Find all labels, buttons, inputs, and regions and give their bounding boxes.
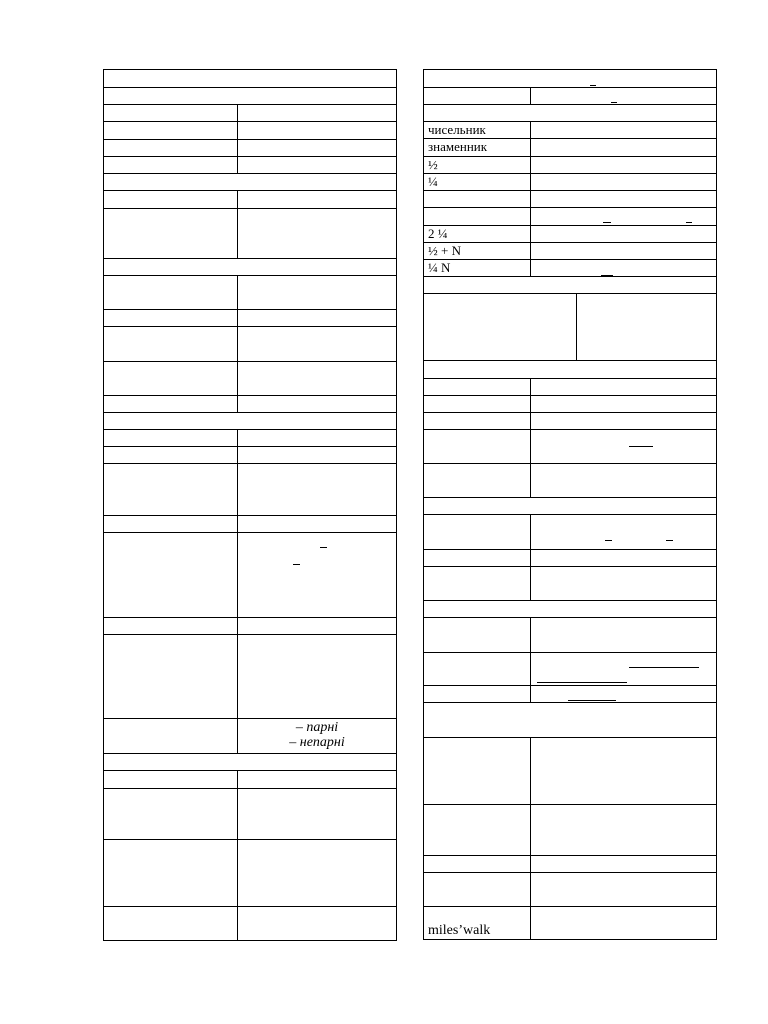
table-row <box>424 243 717 260</box>
term-cell <box>104 430 238 447</box>
term-cell <box>104 533 238 618</box>
section-header-cell <box>424 601 717 618</box>
term-cell <box>424 618 531 653</box>
definition-cell <box>531 618 717 653</box>
term-half: ½ <box>424 157 531 174</box>
definition-cell <box>238 464 397 516</box>
definition-cell <box>531 396 717 413</box>
table-row <box>424 601 717 618</box>
table-row <box>424 430 717 464</box>
term-cell <box>104 771 238 789</box>
table-row <box>104 174 397 191</box>
underline-mark <box>629 667 699 668</box>
section-header-cell <box>424 498 717 515</box>
table-row <box>424 550 717 567</box>
section-header-cell <box>424 361 717 379</box>
term-denominator: знаменник <box>424 139 531 157</box>
term-cell <box>424 515 531 550</box>
term-cell <box>104 907 238 941</box>
table-row <box>104 533 397 618</box>
parity-odd-label: – непарні <box>289 735 345 750</box>
table-row <box>424 653 717 686</box>
definition-cell <box>531 226 717 243</box>
table-row <box>104 413 397 430</box>
definition-cell <box>531 191 717 208</box>
definition-cell <box>238 719 397 754</box>
term-cell <box>104 840 238 907</box>
table-row <box>424 413 717 430</box>
table-row <box>424 464 717 498</box>
table-row <box>424 515 717 550</box>
table-row <box>104 907 397 941</box>
table-row <box>104 516 397 533</box>
table-row <box>424 618 717 653</box>
definition-cell <box>531 550 717 567</box>
definition-cell <box>238 140 397 157</box>
term-cell <box>104 789 238 840</box>
section-header-cell <box>104 174 397 191</box>
table-row <box>424 396 717 413</box>
table-row <box>424 805 717 856</box>
term-cell <box>424 873 531 907</box>
definition-cell <box>238 907 397 941</box>
parity-even-label: – парні <box>295 720 339 735</box>
table-row <box>424 122 717 139</box>
fraction-bar <box>603 222 611 223</box>
definition-cell <box>531 430 717 464</box>
table-row <box>424 226 717 243</box>
term-cell <box>424 738 531 805</box>
term-cell <box>424 430 531 464</box>
table-row <box>104 70 397 88</box>
table-row <box>424 738 717 805</box>
term-cell <box>104 209 238 259</box>
term-cell <box>104 396 238 413</box>
table-row <box>104 276 397 310</box>
definition-cell <box>238 191 397 209</box>
definition-cell <box>531 653 717 686</box>
definition-cell <box>238 396 397 413</box>
section-header-cell <box>104 413 397 430</box>
fraction-bar <box>605 540 612 541</box>
fraction-bar <box>666 540 673 541</box>
table-row <box>424 294 717 361</box>
underline-mark <box>568 700 616 701</box>
term-cell <box>424 805 531 856</box>
term-cell <box>424 191 531 208</box>
definition-cell <box>238 533 397 618</box>
definition-cell <box>238 447 397 464</box>
term-quarter-n: ¼ N <box>424 260 531 277</box>
table-row <box>104 396 397 413</box>
table-row <box>424 498 717 515</box>
table-row <box>104 754 397 771</box>
term-cell <box>104 191 238 209</box>
table-row <box>104 88 397 105</box>
definition-cell <box>531 873 717 907</box>
definition-cell <box>238 327 397 362</box>
underline-mark <box>590 85 596 86</box>
table-row <box>424 174 717 191</box>
table-row <box>424 703 717 738</box>
term-cell <box>424 396 531 413</box>
term-cell <box>424 550 531 567</box>
table-row <box>424 70 717 88</box>
table-row <box>104 618 397 635</box>
table-row <box>424 88 717 105</box>
term-cell <box>104 140 238 157</box>
fraction-bar <box>629 446 653 447</box>
table-row <box>104 327 397 362</box>
table-row <box>424 873 717 907</box>
table-row <box>104 209 397 259</box>
term-two-and-quarter: 2 ¼ <box>424 226 531 243</box>
definition-cell <box>238 635 397 719</box>
section-header-cell <box>104 259 397 276</box>
table-row <box>104 430 397 447</box>
definition-cell <box>238 618 397 635</box>
table-row <box>104 105 397 122</box>
term-cell <box>424 88 531 105</box>
section-header-cell <box>424 105 717 122</box>
table-row <box>104 122 397 140</box>
term-miles-walk: miles’walk <box>428 923 491 938</box>
definition-cell <box>531 464 717 498</box>
definition-cell <box>577 294 717 361</box>
table-row <box>424 907 717 940</box>
term-cell <box>104 447 238 464</box>
table-row <box>424 260 717 277</box>
term-cell <box>104 310 238 327</box>
term-cell <box>104 464 238 516</box>
table-row <box>424 208 717 226</box>
table-row <box>104 789 397 840</box>
definition-cell <box>238 122 397 140</box>
term-cell <box>104 719 238 754</box>
table-row <box>104 157 397 174</box>
term-half-plus-n: ½ + N <box>424 243 531 260</box>
definition-cell <box>238 157 397 174</box>
definition-cell <box>531 515 717 550</box>
definition-cell <box>531 122 717 139</box>
table-row <box>104 310 397 327</box>
definition-cell <box>238 105 397 122</box>
term-cell <box>424 653 531 686</box>
definition-cell <box>238 430 397 447</box>
definition-cell <box>531 208 717 226</box>
table-row <box>424 191 717 208</box>
term-quarter: ¼ <box>424 174 531 191</box>
definition-cell <box>531 413 717 430</box>
table-row <box>424 105 717 122</box>
definition-cell <box>531 738 717 805</box>
fraction-bar <box>293 564 300 565</box>
right-vocabulary-table <box>423 69 717 940</box>
underline-mark <box>611 102 617 103</box>
term-cell <box>424 208 531 226</box>
section-header-cell <box>104 754 397 771</box>
definition-cell <box>238 840 397 907</box>
term-cell <box>104 122 238 140</box>
definition-cell <box>531 260 717 277</box>
term-cell <box>424 379 531 396</box>
definition-cell <box>531 157 717 174</box>
section-header-cell <box>424 703 717 738</box>
term-cell <box>104 157 238 174</box>
definition-cell <box>531 174 717 191</box>
definition-cell <box>531 686 717 703</box>
fraction-bar <box>601 275 613 276</box>
table-row <box>424 157 717 174</box>
term-cell <box>104 516 238 533</box>
underline-mark <box>537 682 627 683</box>
table-row <box>424 856 717 873</box>
term-cell <box>104 635 238 719</box>
section-header-cell <box>424 70 717 88</box>
table-row <box>424 567 717 601</box>
term-cell <box>424 567 531 601</box>
term-cell <box>424 294 577 361</box>
term-cell <box>104 327 238 362</box>
table-row <box>104 259 397 276</box>
definition-cell <box>238 362 397 396</box>
table-row <box>104 464 397 516</box>
definition-cell <box>531 805 717 856</box>
table-row <box>104 635 397 719</box>
definition-cell <box>238 310 397 327</box>
table-row <box>424 277 717 294</box>
term-cell <box>424 464 531 498</box>
term-cell <box>104 105 238 122</box>
definition-cell <box>531 856 717 873</box>
section-header-cell <box>424 277 717 294</box>
fraction-bar <box>320 547 327 548</box>
definition-cell <box>238 276 397 310</box>
term-cell <box>104 618 238 635</box>
table-row <box>104 447 397 464</box>
table-row <box>104 191 397 209</box>
table-row <box>424 139 717 157</box>
definition-cell <box>238 209 397 259</box>
definition-cell <box>531 907 717 940</box>
definition-cell <box>238 516 397 533</box>
table-row <box>104 771 397 789</box>
definition-cell <box>238 789 397 840</box>
definition-cell <box>531 139 717 157</box>
term-cell <box>424 856 531 873</box>
table-row <box>104 362 397 396</box>
definition-cell <box>238 771 397 789</box>
term-cell <box>424 686 531 703</box>
section-header-cell <box>104 88 397 105</box>
definition-cell <box>531 243 717 260</box>
section-header-cell <box>104 70 397 88</box>
definition-cell <box>531 567 717 601</box>
term-cell <box>104 362 238 396</box>
table-row <box>424 686 717 703</box>
definition-cell <box>531 88 717 105</box>
table-row <box>424 361 717 379</box>
table-row <box>424 379 717 396</box>
table-row <box>104 840 397 907</box>
term-cell <box>424 907 531 940</box>
table-row <box>104 719 397 754</box>
fraction-bar <box>686 222 692 223</box>
definition-cell <box>531 379 717 396</box>
table-row <box>104 140 397 157</box>
term-cell <box>424 413 531 430</box>
term-cell <box>104 276 238 310</box>
term-numerator: чисельник <box>424 122 531 139</box>
left-vocabulary-table <box>103 69 397 941</box>
